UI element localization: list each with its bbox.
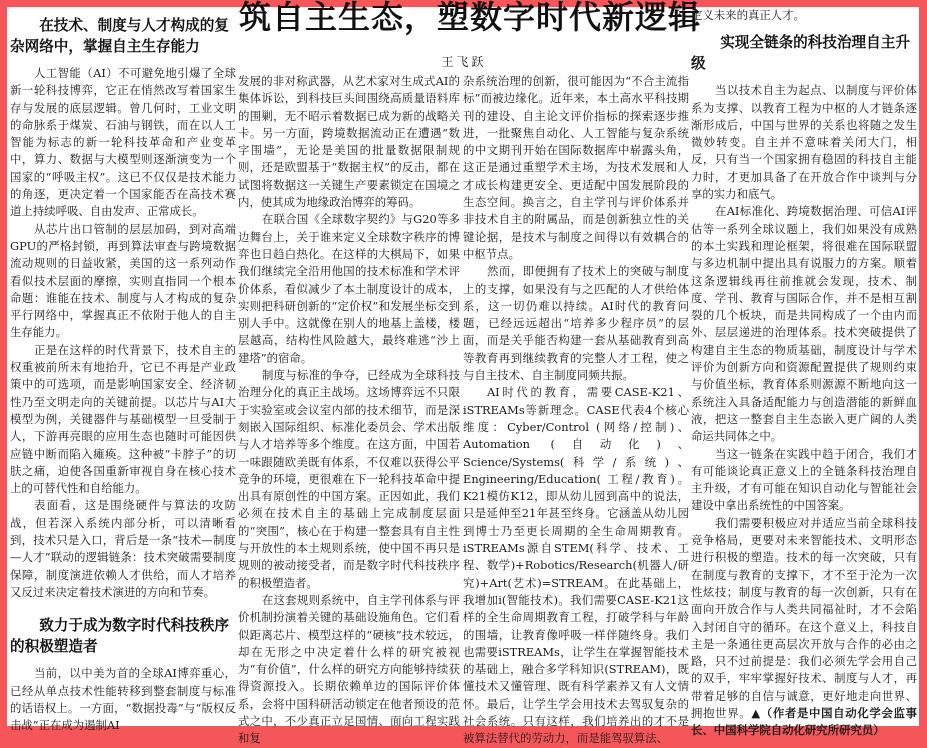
newspaper-page [7,0,919,746]
headline: 筑自主生态，塑数字时代新逻辑 [239,0,702,36]
paragraph-final [691,515,917,740]
paragraph: 制度与标准的争夺，已经成为全球科技治理分化的真正主战场。这场博弈远不只限于实验室或会议室内部的技术细节，而是深刻嵌入国际组织、标准化委员会、学术出版与人才培养等多个维度。在这方面，中国若一味跟随欧美既有体系，不仅难以获得公平竞争的环境，更很难在下一轮科技革命中提出具有原创性的中国方案。正因如此，我们必须在技术自主的基础上完成制度层面的“突围”，核心在于构建一整套具有自主性与开放性的本土规则系统，使中国不再只是规则的被动接受者，而是数字时代科技秩序的积极塑造者。 [238,368,460,590]
paragraph: 人工智能（AI）不可避免地引爆了全球新一轮科技博弈，它正在悄然改写着国家生存与发展的底层逻辑。曾几何时，工业文明的命脉系于煤炭、石油与钢铁，而在以人工智能为标志的新一轮科技革命和产业变革中，算力、数据与大模型则逐渐演变为一个国家的“呼吸主权”。这已不仅仅是技术能力的角逐，更决定着一个国家能否在高技术赛道上持续呼吸、自由发声、正常成长。 [10,66,236,219]
paragraph: 当前，以中美为首的全球AI博弈重心，已经从单点技术性能转移到整套制度与标准的话语权上。一方面，“数据投毒”与“版权反击战”正在成为遏制AI [10,666,236,733]
column-2 [238,73,460,746]
section-heading-1: 在技术、制度与人才构成的复杂网络中，掌握自主生存能力 [10,17,229,55]
paragraph: 当以技术自主为起点、以制度与评价体系为支撑、以教育工程为中枢的人才链条逐渐形成后，中国与世界的关系也将随之发生微妙转变。自主并不意味着关闭大门，相反，只有当一个国家拥有稳固的科技自主能力时，才更加具备了在开放合作中谈判与分享的实力和底气。 [691,83,917,202]
column-4 [691,7,917,738]
section-heading-2: 致力于成为数字时代科技秩序的积极塑造者 [10,617,229,656]
paragraph: 在这套规则系统中，自主学刊体系与评价机制扮演着关键的基础设施角色。它们看似距离芯片、模型这样的“硬核”技术较远，却在无形之中决定着什么样的研究被视为“有价值”，什么样的研究方向能够持续获得资源投入。长期依赖单边的国际评价体系，会将中国科研活动锁定在他者预设的范式之中，不少真正立足国情、面向工程实践和复 [238,592,460,746]
paragraph: 当这一链条在实践中趋于闭合，我们才有可能谈论真正意义上的全链条科技治理自主升级，才有可能在知识自动化与智能社会建设中拿出系统性的中国答案。 [691,446,917,513]
paragraph: 杂系统治理的创新，很可能因为“不合主流指标”而被边缘化。近年来，本土高水平科技期刊的建设、自主论文评价指标的探索逐步推进，一批聚焦自动化、人工智能与复杂系统的中文期刊开始在国际数据库中崭露头角，这正是通过重塑学术主场，为技术发展和人才成长构建更安全、更适配中国发展阶段的生态空间。换言之，自主学刊与评价体系并非技术自主的附属品，而是创新独立性的关键论据，是技术与制度之间得以有效耦合的中枢节点。 [463,74,689,261]
column-1 [10,7,236,733]
paragraph: 发展的非对称武器，从艺术家对生成式AI的集体诉讼，到科技巨头间围绕高质量语料库的围剿，无不昭示着数据已成为新的战略关卡。另一方面，跨境数据流动正在遭遇“数字围墙”，无论是美国的批量数据限制规则，还是欧盟基于“数据主权”的反击，都在试图将数据这一关键生产要素锁定在国境之内，使其成为地缘政治博弈的筹码。 [238,74,460,210]
end-mark-icon: ▲ [751,705,761,720]
paragraph: AI时代的教育，需要CASE-K21、iSTREAMs等新理念。CASE代表4个核心维度：Cyber/Control (网络/控制)、Automation (自动化)、Science/Systems(科学/系统)、Engineering/Education( 工程/教育)。K21模仿K12，即从幼儿园到高中的说法，只是延伸至21年甚至终身。它涵盖从幼儿园到博士乃至更长周期的全生命周期教育。iSTREAMs源自STEM(科学、技术、工程、数学)+Robotics/Research(机器人/研究)+Art(艺术)=STREAM。在此基础上，我增加i(智能技术)。我们需要CASE-K21这样的全生命周期教育工程，打破学科与年龄的围墙，让教育像呼吸一样伴随终身。我们也需要iSTREAMs，让学生在掌握智能技术的基础上，融合多学科知识(STREAM)，既懂技术又懂管理、既有科学素养又有人文情怀。最后，让学生学会用技术去驾驭复杂的社会系统。只有这样，我们培养出的才不是被算法替代的劳动力，而是能驾驭算法、 [463,385,689,746]
section-heading-3: 实现全链条的科技治理自主升级 [691,34,910,73]
paragraph: 在AI标准化、跨境数据治理、可信AI评估等一系列全球议题上，我们如果没有成熟的本土实践和理论框架，将很难在国际联盟与多边机制中提出具有说服力的方案。顺着这条逻辑线再往前推就会发现，技术、制度、学刊、教育与国际合作，并不是相互割裂的几个板块，而是共同构成了一个由内而外、层层递进的治理体系。技术突破提供了构建自主生态的物质基础，制度设计与学术评价为创新方向和资源配置提供了规则约束与价值坐标，教育体系则源源不断地向这一系统注入具备适配能力与创造潜能的新鲜血液，把这一整套自主生态嵌入更广阔的人类命运共同体之中。 [691,204,917,444]
byline: 王飞跃 [441,55,487,69]
paragraph: 从芯片出口管制的层层加码，到对高端GPU的严格封锁，再到算法审查与跨境数据流动规则的日益收紧，美国的这一系列动作看似技术层面的摩擦，实则直指同一个根本命题：谁能在技术、制度与人才构成的复杂平行网络中，掌握真正不依附于他人的自主生存能力。 [10,221,236,340]
paragraph-text: 我们需要积极应对并适应当前全球科技竞争格局，更要对未来智能技术、文明形态进行积极的塑造。技术的每一次突破，只有在制度与教育的支撑下，才不至于沦为一次性炫技；制度与教育的每一次创新，只有在面向开放合作与人类共同福祉时，才不会陷入封闭自守的循环。在这个意义上，科技自主是一条通往更高层次开放与合作的必由之路，只不过前提是：我们必须先学会用自己的双手，牢牢掌握好技术、制度与人才，再带着足够的自信与诚意，更好地走向世界、拥抱世界。 [691,515,917,720]
column-3 [463,73,689,746]
author-note: （作者是中国自动化学会监事长、中国科学院自动化研究所研究员） [691,705,917,738]
paragraph: 表面看，这是围绕硬件与算法的攻防战，但若深入系统内部分析，可以清晰看到，技术只是入口，背后是一条“技术—制度—人才”联动的逻辑链条：技术突破需要制度保障，制度演进依赖人才供给，而人才培养又反过来决定着技术演进的方向和节奏。 [10,498,236,599]
paragraph-fragment: 定义未来的真正人才。 [691,8,805,22]
paragraph: 正是在这样的时代背景下，技术自主的权重被前所未有地抬升，它已不再是产业政策中的可选项，而是影响国家安全、经济韧性乃至文明走向的关键前提。以芯片与AI大模型为例，关键器件与基础模型一旦受制于人，下游再亮眼的应用生态也随时可能因供应链中断而陷入瘫痪。这种被“卡脖子”的切肤之痛，迫使各国重新审视自身在核心技术上的可替代性和自给能力。 [10,342,236,496]
paragraph: 然而，即便拥有了技术上的突破与制度上的支撑，如果没有与之匹配的人才供给体系，这一切仍难以持续。AI时代的教育问题，已经远远超出“培养多少程序员”的层面，而是关乎能否构建一套从基础教育到高等教育再到继续教育的完整人才工程，使之与自主技术、自主制度同频共振。 [463,264,689,383]
paragraph: 在联合国《全球数字契约》与G20等多边舞台上，关于谁来定义全球数字秩序的博弈也日趋白热化。在这样的大棋局下，如果我们继续完全沿用他国的技术标准和学术评价体系，看似减少了本土制度设计的成本，实则把科研创新的“定价权”和发展坐标交到别人手中。这就像在别人的地基上盖楼，楼层越高，结构性风险越大，最终难逃“沙上建塔”的宿命。 [238,212,460,365]
